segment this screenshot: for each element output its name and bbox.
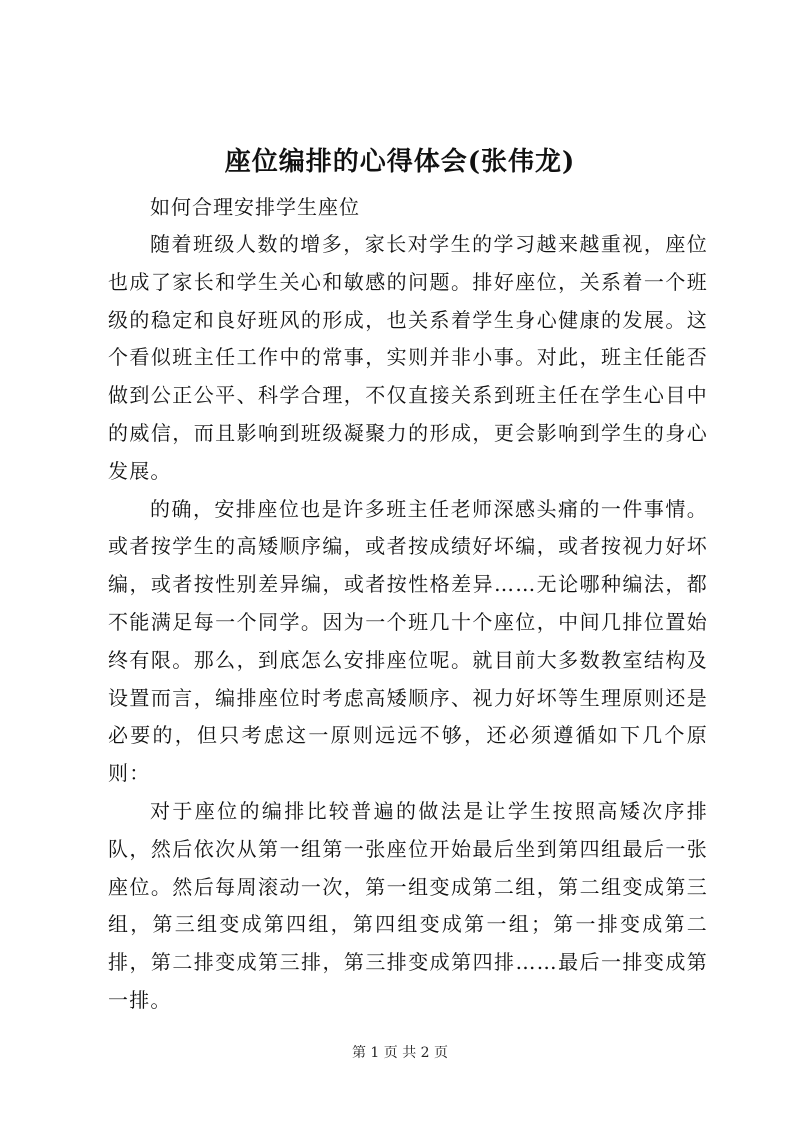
page-footer: 第 1 页 共 2 页 <box>351 1045 449 1061</box>
document-title: 座位编排的心得体会(张伟龙) <box>224 147 576 177</box>
document-subtitle: 如何合理安排学生座位 <box>150 195 360 219</box>
document-body <box>108 226 708 1020</box>
paragraph: 对于座位的编排比较普遍的做法是让学生按照高矮次序排队，然后依次从第一组第一张座位开始最后坐到第四组最后一张座位。然后每周滚动一次，第一组变成第二组，第二组变成第三组，第三组变成第四组，第四组变成第一组；第一排变成第二排，第二排变成第三排，第三排变成第四排……最后一排变成第一排。 <box>108 798 708 1012</box>
paragraph: 的确，安排座位也是许多班主任老师深感头痛的一件事情。或者按学生的高矮顺序编，或者按成绩好坏编，或者按视力好坏编，或者按性别差异编，或者按性格差异……无论哪种编法，都不能满足每一个同学。因为一个班几十个座位，中间几排位置始终有限。那么，到底怎么安排座位呢。就目前大多数教室结构及设置而言，编排座位时考虑高矮顺序、视力好坏等生理原则还是必要的，但只考虑这一原则远远不够，还必须遵循如下几个原则： <box>108 496 708 786</box>
paragraph: 随着班级人数的增多，家长对学生的学习越来越重视，座位也成了家长和学生关心和敏感的问题。排好座位，关系着一个班级的稳定和良好班风的形成，也关系着学生身心健康的发展。这个看似班主任工作中的常事，实则并非小事。对此，班主任能否做到公正公平、科学合理，不仅直接关系到班主任在学生心目中的威信，而且影响到班级凝聚力的形成，更会影响到学生的身心发展。 <box>108 232 708 483</box>
